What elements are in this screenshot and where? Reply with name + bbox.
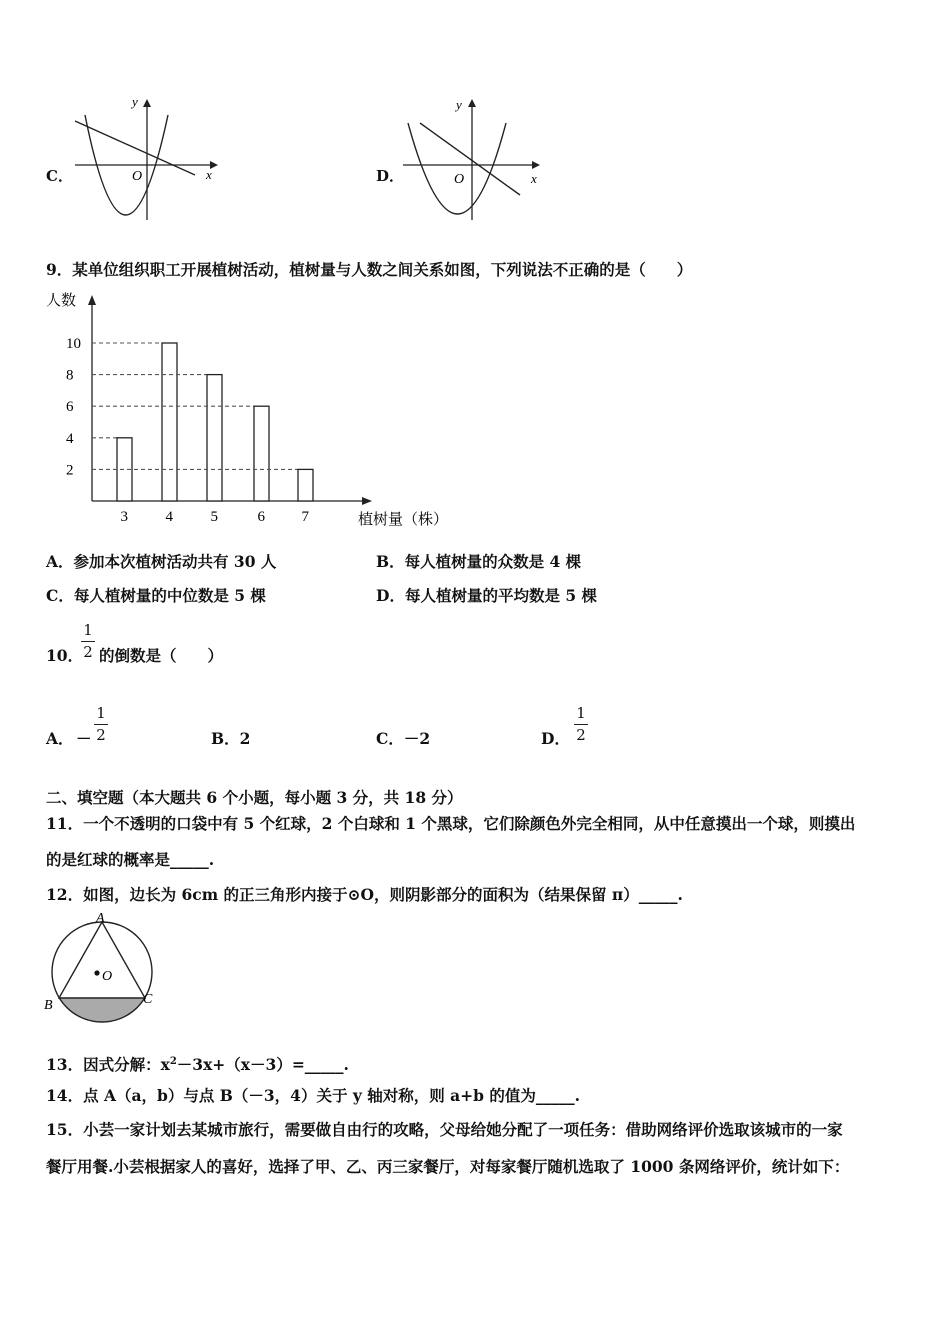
q13-prefix: 13．因式分解：x: [46, 1055, 170, 1075]
inscribed-triangle: [59, 922, 145, 998]
q11-line-1: 11．一个不透明的口袋中有 5 个红球，2 个白球和 1 个黑球，它们除颜色外完全相同，从中任意摸出一个球，则摸出: [46, 814, 856, 833]
q12-stem: 12．如图，边长为 6cm 的正三角形内接于⊙O，则阴影部分的面积为（结果保留 π）_____.: [46, 885, 683, 904]
x-tick-label: 7: [301, 509, 309, 525]
q10-option-b: B．2: [211, 729, 251, 748]
graph-d: [398, 95, 558, 225]
q10-option-c: C．－2: [376, 729, 431, 748]
y-tick-label: 10: [66, 336, 81, 352]
graph-d-x-arrow: [532, 161, 540, 169]
q9-option-d: D．每人植树量的平均数是 5 棵: [376, 586, 598, 605]
q9-option-b: B．每人植树量的众数是 4 棵: [376, 552, 582, 571]
chart-xlabel: 植树量（株）: [358, 512, 449, 528]
bar-7: [298, 469, 313, 501]
q13-text: [46, 1052, 349, 1075]
label-c: C: [143, 992, 153, 1007]
section-2-heading: 二、填空题（本大题共 6 个小题，每小题 3 分，共 18 分）: [46, 788, 463, 807]
q10-a-frac-num: 1: [96, 704, 106, 722]
graph-c-y-label: y: [132, 95, 138, 109]
q10-frac-den: 2: [83, 643, 93, 661]
q10-d-frac-den: 2: [576, 726, 586, 744]
q10-option-a-fraction: [94, 705, 108, 744]
bar-5: [207, 375, 222, 501]
y-tick-label: 8: [66, 367, 74, 384]
q9-stem: 9．某单位组织职工开展植树活动，植树量与人数之间关系如图，下列说法不正确的是（ ）: [46, 260, 693, 279]
label-a: A: [96, 911, 105, 926]
q10-option-a-label: A．: [46, 729, 74, 748]
bar-6: [254, 406, 269, 501]
q15-line-2: 餐厅用餐.小芸根据家人的喜好，选择了甲、乙、丙三家餐厅，对每家餐厅随机选取了 1000 条网络评价，统计如下：: [46, 1157, 850, 1176]
q10-number: 10．: [46, 646, 84, 665]
graph-c-origin: O: [132, 169, 143, 184]
center-dot: [94, 970, 99, 975]
q13-suffix: －3x+（x－3）=_____.: [176, 1055, 349, 1075]
option-d-label: D．: [376, 167, 405, 185]
q10-option-d-fraction: [574, 705, 588, 744]
q10-option-d-label: D．: [541, 729, 570, 748]
chart-y-arrow: [88, 295, 96, 305]
graph-c: [70, 95, 230, 225]
graph-d-parabola: [408, 123, 506, 214]
label-o: O: [102, 969, 113, 984]
label-b: B: [44, 998, 53, 1013]
graph-d-x-label: x: [531, 171, 537, 186]
chart-ylabel: 人数: [46, 293, 77, 309]
graph-d-origin: O: [454, 172, 465, 187]
x-tick-label: 4: [165, 509, 173, 525]
chart-x-arrow: [362, 497, 372, 505]
option-c-label: C．: [46, 167, 73, 185]
graph-d-line: [420, 123, 520, 195]
q9-option-a: A．参加本次植树活动共有 30 人: [46, 552, 277, 571]
q15-line-1: 15．小芸一家计划去某城市旅行，需要做自由行的攻略，父母给她分配了一项任务：借助网络评价选取该城市的一家: [46, 1120, 843, 1139]
q9-bar-chart: [42, 285, 482, 535]
q14-text: 14．点 A（a，b）与点 B（－3，4）关于 y 轴对称，则 a+b 的值为_____.: [46, 1086, 581, 1105]
q10-a-frac-den: 2: [96, 726, 106, 744]
y-tick-label: 6: [66, 399, 74, 416]
graph-d-y-arrow: [468, 99, 476, 107]
x-tick-label: 6: [257, 509, 265, 525]
q9-option-c: C．每人植树量的中位数是 5 棵: [46, 586, 266, 605]
q13-exponent: 2: [169, 1056, 177, 1067]
q10-fraction: [81, 622, 95, 661]
x-tick-label: 5: [210, 509, 218, 525]
graph-c-y-arrow: [143, 99, 151, 107]
graph-c-line: [75, 121, 195, 175]
q10-stem-tail: 的倒数是（ ）: [99, 646, 224, 665]
q10-option-a-sign: －: [76, 729, 92, 748]
q10-d-frac-num: 1: [576, 704, 586, 722]
y-tick-label: 2: [66, 462, 74, 479]
q11-line-2: 的是红球的概率是_____.: [46, 850, 215, 869]
graph-d-y-label: y: [456, 97, 462, 112]
q10-frac-num: 1: [83, 621, 93, 639]
q12-circle-figure: [40, 910, 165, 1035]
bar-4: [162, 343, 177, 501]
x-tick-label: 3: [120, 509, 128, 525]
graph-c-x-label: x: [206, 167, 212, 182]
y-tick-label: 4: [66, 430, 74, 447]
